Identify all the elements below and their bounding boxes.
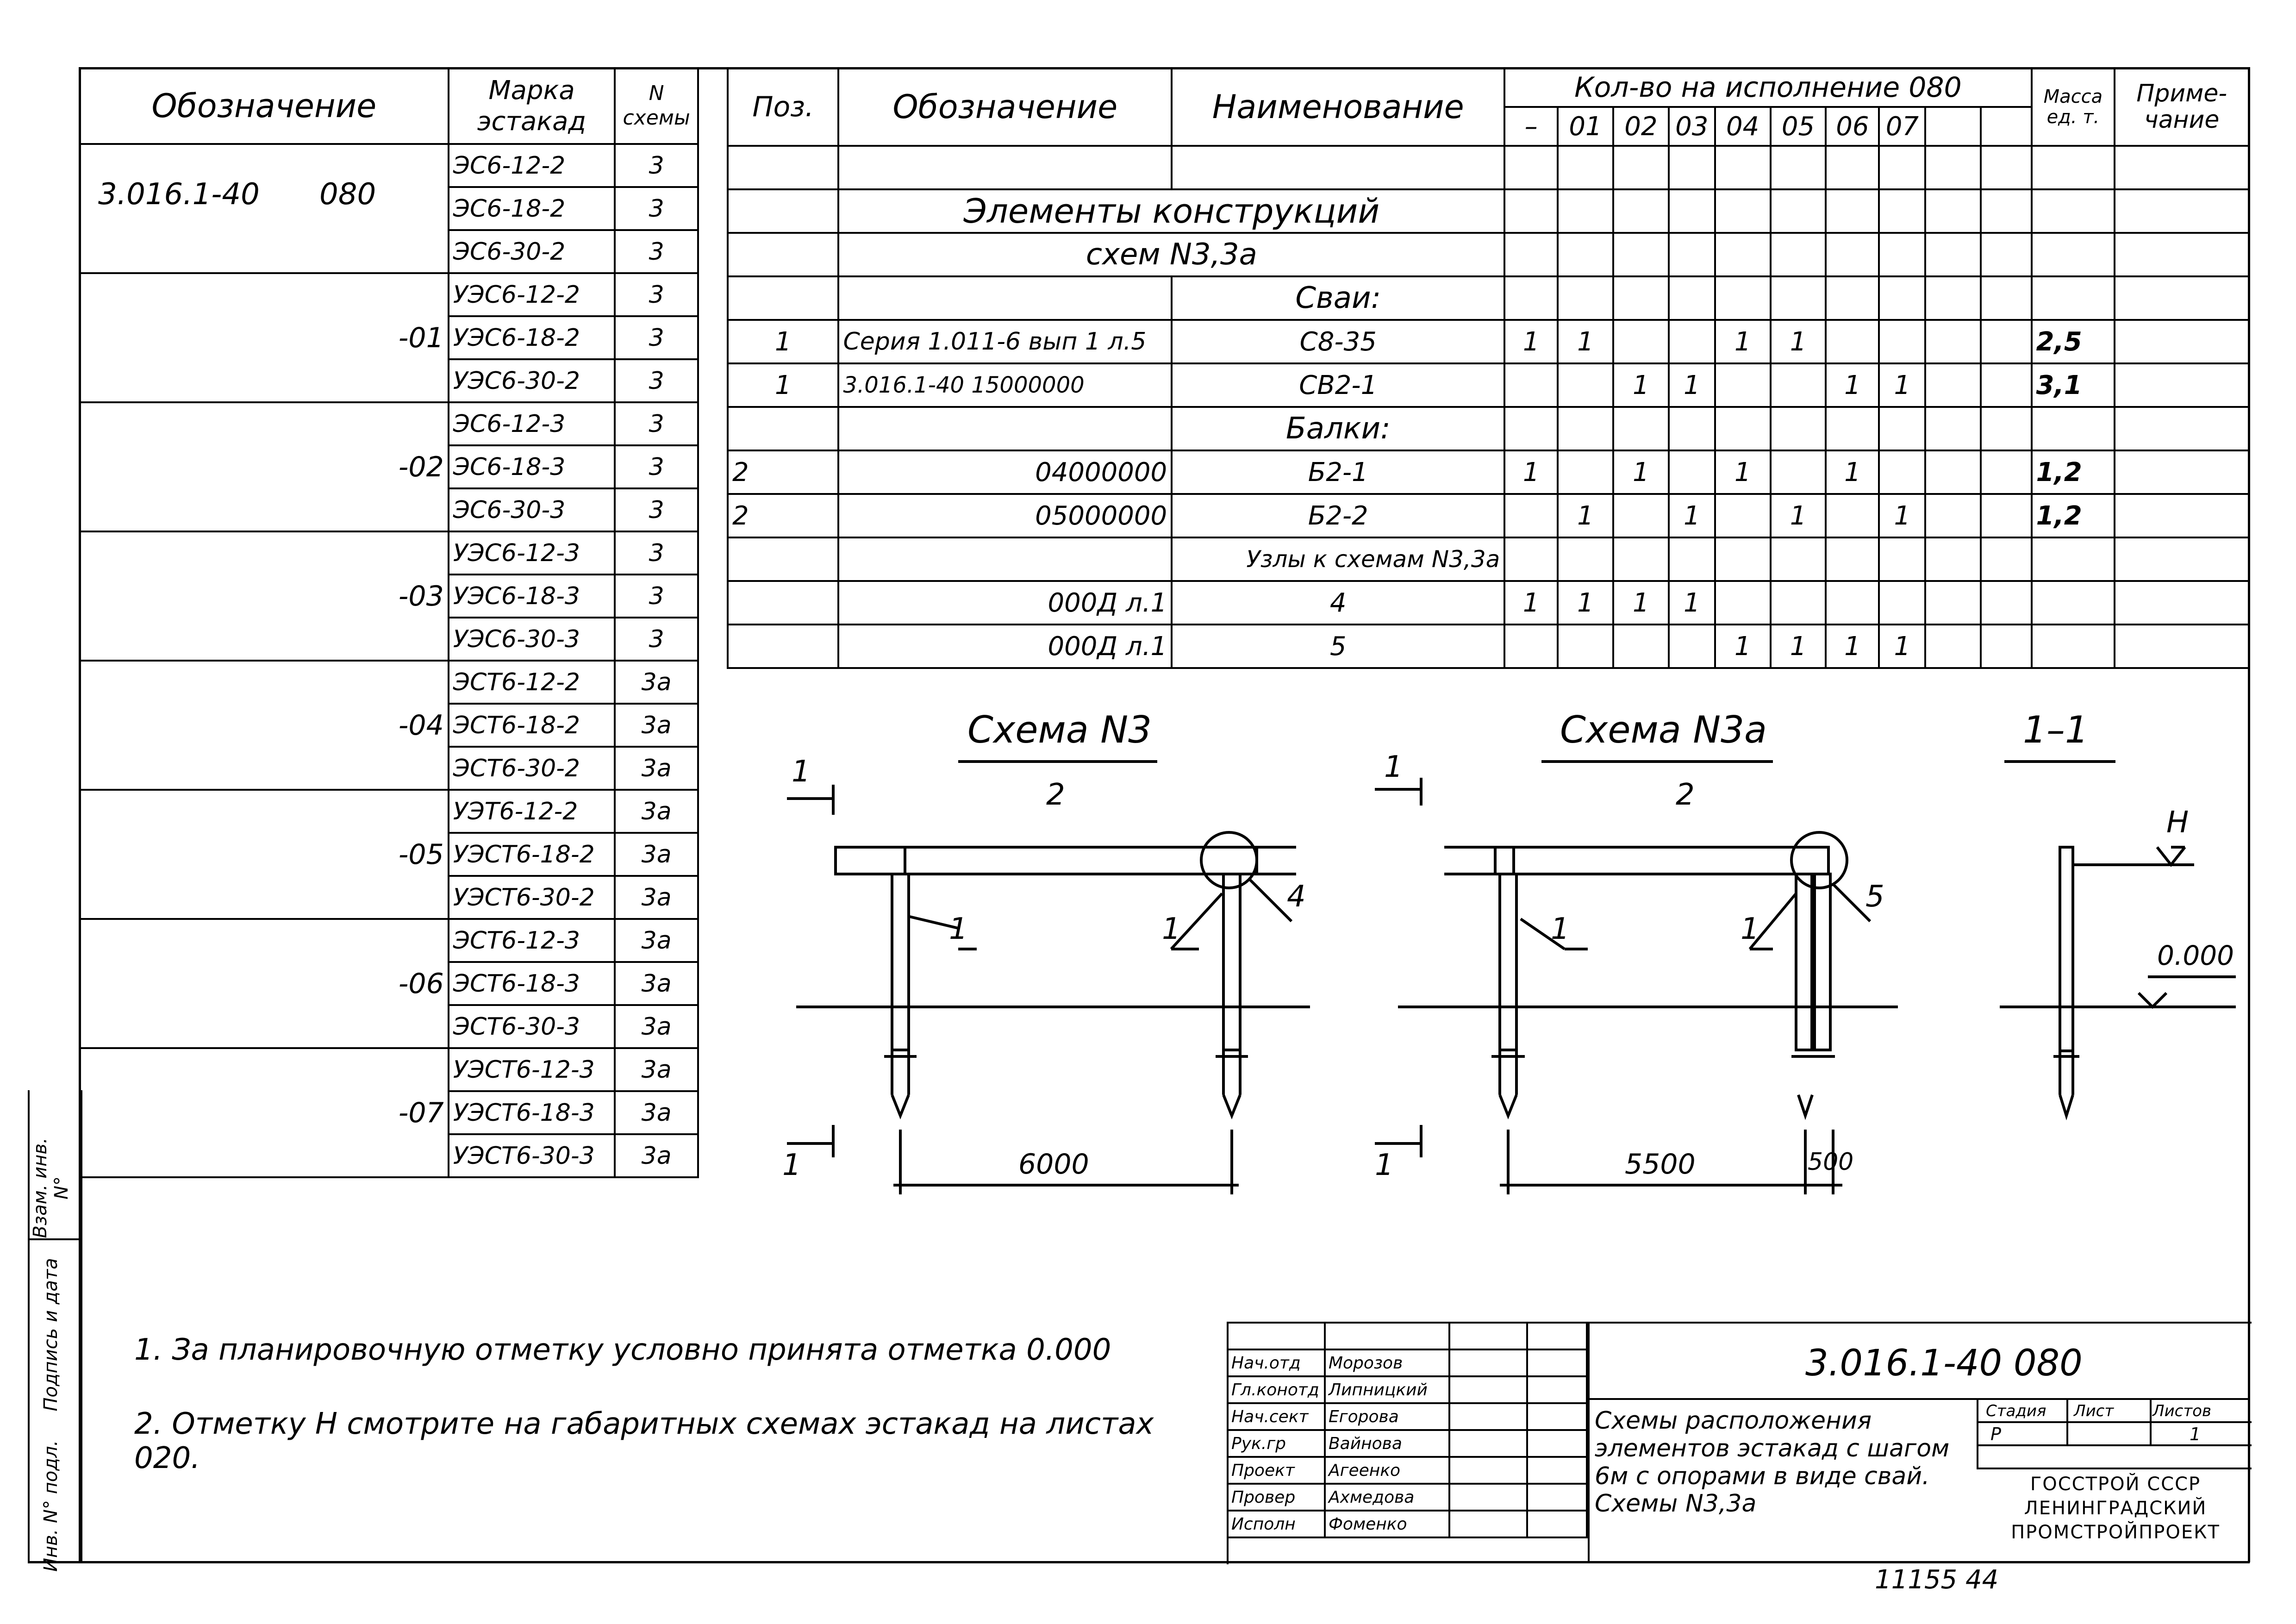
section-pile xyxy=(2060,847,2073,1051)
pile-label: 1 xyxy=(1551,912,1570,946)
group-variant: -02 xyxy=(80,402,449,531)
mark-zero: 0.000 xyxy=(2157,940,2234,971)
signer: Морозов xyxy=(1325,1349,1449,1376)
dim-6000: 6000 xyxy=(1018,1148,1089,1181)
role: Проект xyxy=(1228,1457,1325,1484)
section-subtitle: схем N3,3а xyxy=(838,233,1504,276)
spec-row: 2 04000000 Б2-1 1 1 1 1 1,2 xyxy=(728,450,2249,494)
mark-cell: ЭС6-12-2 xyxy=(449,144,615,187)
scheme-cell: 3а xyxy=(615,1005,698,1048)
scheme-cell: 3а xyxy=(615,661,698,704)
mark-cell: ЭС6-30-2 xyxy=(449,230,615,273)
role: Провер xyxy=(1228,1484,1325,1511)
scheme-cell: 3а xyxy=(615,747,698,790)
beam-label: 2 xyxy=(1676,778,1695,812)
signature-table xyxy=(1227,1322,1588,1538)
col-designation: Обозначение xyxy=(80,68,449,144)
mark-cell: ЭСТ6-12-3 xyxy=(449,919,615,962)
pile-3a-right-b xyxy=(1815,874,1830,1050)
scheme-cell: 3а xyxy=(615,790,698,833)
variant-header: 05 xyxy=(1771,107,1826,146)
mark-cell: ЭСТ6-12-2 xyxy=(449,661,615,704)
pile-left-tip xyxy=(892,1095,909,1116)
group-variant: -07 xyxy=(80,1048,449,1177)
stage-col-line xyxy=(2066,1398,2068,1444)
section-title: 1–1 xyxy=(2023,708,2089,751)
mark-cell: УЭСТ6-30-2 xyxy=(449,876,615,919)
col-qty: Кол-во на исполнение 080 xyxy=(1504,68,2031,107)
mark-cell: ЭС6-18-2 xyxy=(449,187,615,230)
subsection-piles: Сваи: xyxy=(1172,276,1504,320)
role: Рук.гр xyxy=(1228,1430,1325,1457)
scheme-cell: 3а xyxy=(615,1091,698,1134)
node-4-circle xyxy=(1201,832,1257,888)
sheet-label: Лист xyxy=(2074,1402,2114,1420)
col-scheme: N схемы xyxy=(615,68,698,144)
group-variant: -06 xyxy=(80,919,449,1048)
scheme-cell: 3 xyxy=(615,144,698,187)
group-designation: 3.016.1-40 080 xyxy=(80,144,449,273)
beam-left-stub xyxy=(836,847,905,874)
scheme-cell: 3а xyxy=(615,876,698,919)
scheme3-title: Схема N3 xyxy=(967,708,1152,751)
subsection-nodes: Узлы к схемам N3,3а xyxy=(1172,537,1504,581)
signer: Липницкий xyxy=(1325,1376,1449,1403)
signer: Вайнова xyxy=(1325,1430,1449,1457)
role: Исполн xyxy=(1228,1511,1325,1537)
dim-5500: 5500 xyxy=(1625,1148,1696,1181)
cut-label: 1 xyxy=(1384,750,1403,784)
variant-header: – xyxy=(1504,107,1558,146)
scheme-cell: 3 xyxy=(615,230,698,273)
scheme-cell: 3 xyxy=(615,187,698,230)
spec-row: 1 3.016.1-40 15000000 СВ2-1 1 1 1 1 3,1 xyxy=(728,363,2249,407)
variant-header: 04 xyxy=(1715,107,1771,146)
variant-header: 03 xyxy=(1669,107,1715,146)
pile-3a-right-a xyxy=(1796,874,1812,1050)
group-variant: -04 xyxy=(80,661,449,790)
mark-cell: УЭС6-12-2 xyxy=(449,273,615,316)
scheme-cell: 3 xyxy=(615,402,698,445)
doc-number: 3.016.1-40 080 xyxy=(1805,1343,2083,1384)
node-5-circle xyxy=(1791,832,1847,888)
spec-row: 1 Серия 1.011-6 вып 1 л.5 С8-35 1 1 1 1 2,5 xyxy=(728,320,2249,363)
beam-2-3a xyxy=(1514,847,1828,874)
mark-h: H xyxy=(2166,806,2189,840)
group-variant: -01 xyxy=(80,273,449,402)
pile-right xyxy=(1223,874,1240,1050)
scheme-cell: 3 xyxy=(615,618,698,661)
mark-cell: ЭСТ6-30-3 xyxy=(449,1005,615,1048)
cut-label: 1 xyxy=(1375,1148,1394,1182)
scheme-cell: 3а xyxy=(615,1048,698,1091)
mark-cell: УЭС6-18-2 xyxy=(449,316,615,359)
role: Гл.конотд xyxy=(1228,1376,1325,1403)
col-pos: Поз. xyxy=(728,68,838,146)
col-designation: Обозначение xyxy=(838,68,1172,146)
pile-right-tip xyxy=(1223,1095,1240,1116)
stage-label: Стадия xyxy=(1986,1402,2046,1420)
scheme-cell: 3а xyxy=(615,1134,698,1177)
cut-label: 1 xyxy=(792,755,811,789)
note-2: 2. Отметку Н смотрите на габаритных схемах эстакад на листах 020. xyxy=(134,1407,1154,1475)
mark-cell: ЭСТ6-18-3 xyxy=(449,962,615,1005)
scheme-cell: 3а xyxy=(615,704,698,747)
pile-label: 1 xyxy=(1741,912,1759,946)
signer: Фоменко xyxy=(1325,1511,1449,1537)
beam-label: 2 xyxy=(1046,778,1065,812)
scheme-cell: 3 xyxy=(615,531,698,575)
title-text: Схемы расположения элементов эстакад с шагом 6м с опорами в виде свай. Схемы N3,3а xyxy=(1595,1407,1950,1518)
dim-500: 500 xyxy=(1808,1148,1854,1176)
mark-cell: УЭСТ6-12-3 xyxy=(449,1048,615,1091)
mark-cell: УЭСТ6-18-2 xyxy=(449,833,615,876)
role: Нач.сект xyxy=(1228,1403,1325,1430)
spec-row: 000Д л.1 5 1 1 1 1 xyxy=(728,625,2249,668)
mark-cell: ЭС6-12-3 xyxy=(449,402,615,445)
stage-col-line xyxy=(2150,1398,2152,1444)
variant-header: 01 xyxy=(1558,107,1613,146)
section-title: Элементы конструкций xyxy=(838,189,1504,233)
scheme-cell: 3 xyxy=(615,445,698,488)
pile-label: 1 xyxy=(949,912,968,946)
mark-cell: ЭСТ6-30-2 xyxy=(449,747,615,790)
col-mass: Масса ед. т. xyxy=(2032,68,2115,146)
variant-header: 07 xyxy=(1879,107,1925,146)
mark-cell: УЭС6-30-2 xyxy=(449,359,615,402)
side-label-1: Взам. инв. N° xyxy=(30,1137,72,1238)
signer: Егорова xyxy=(1325,1403,1449,1430)
mark-cell: ЭС6-30-3 xyxy=(449,488,615,531)
scheme-cell: 3 xyxy=(615,316,698,359)
mark-cell: УЭСТ6-30-3 xyxy=(449,1134,615,1177)
col-note: Приме- чание xyxy=(2115,68,2249,146)
side-label-3: Инв. N° подл. xyxy=(40,1440,62,1572)
mark-cell: УЭС6-30-3 xyxy=(449,618,615,661)
sheets-label: Листов xyxy=(2152,1402,2212,1420)
mark-cell: ЭС6-18-3 xyxy=(449,445,615,488)
note-1: 1. За планировочную отметку условно принята отметка 0.000 xyxy=(134,1333,1111,1367)
variant-header: 02 xyxy=(1613,107,1669,146)
group-variant: -05 xyxy=(80,790,449,919)
scheme-cell: 3а xyxy=(615,919,698,962)
mark-cell: ЭСТ6-18-2 xyxy=(449,704,615,747)
mark-cell: УЭТ6-12-2 xyxy=(449,790,615,833)
mark-cell: УЭСТ6-18-3 xyxy=(449,1091,615,1134)
col-mark: Марка эстакад xyxy=(449,68,615,144)
stage-row-line xyxy=(1978,1421,2252,1423)
signer: Агеенко xyxy=(1325,1457,1449,1484)
scheme-cell: 3 xyxy=(615,488,698,531)
pile-left xyxy=(892,874,909,1050)
col-name: Наименование xyxy=(1172,68,1504,146)
scheme-cell: 3а xyxy=(615,962,698,1005)
title-divider-v xyxy=(1588,1322,1590,1562)
role: Нач.отд xyxy=(1228,1349,1325,1376)
signer: Ахмедова xyxy=(1325,1484,1449,1511)
side-label-2: Подпись и дата xyxy=(40,1258,62,1412)
organization: ГОССТРОЙ СССР ЛЕНИНГРАДСКИЙ ПРОМСТРОЙПРОЕКТ xyxy=(2011,1474,2220,1543)
scheme-cell: 3а xyxy=(615,833,698,876)
spec-row: 2 05000000 Б2-2 1 1 1 1 1,2 xyxy=(728,494,2249,537)
group-variant: -03 xyxy=(80,531,449,661)
node-4-label: 4 xyxy=(1287,880,1306,914)
scheme-cell: 3 xyxy=(615,273,698,316)
scheme-cell: 3 xyxy=(615,359,698,402)
mark-cell: УЭС6-12-3 xyxy=(449,531,615,575)
cut-label: 1 xyxy=(782,1148,801,1182)
pile-3a-left xyxy=(1500,874,1516,1050)
node-5-label: 5 xyxy=(1866,880,1884,914)
scheme-cell: 3 xyxy=(615,575,698,618)
footer-code: 11155 44 xyxy=(1875,1565,1999,1595)
variant-header: 06 xyxy=(1826,107,1879,146)
stage-row-line xyxy=(1978,1444,2252,1446)
stage-value: Р xyxy=(1990,1424,2001,1444)
subsection-beams: Балки: xyxy=(1172,407,1504,450)
scheme3a-title: Схема N3а xyxy=(1560,708,1767,751)
sheets-value: 1 xyxy=(2190,1424,2201,1444)
pile-label: 1 xyxy=(1162,912,1181,946)
spec-row: 000Д л.1 4 1 1 1 1 xyxy=(728,581,2249,625)
mark-cell: УЭС6-18-3 xyxy=(449,575,615,618)
